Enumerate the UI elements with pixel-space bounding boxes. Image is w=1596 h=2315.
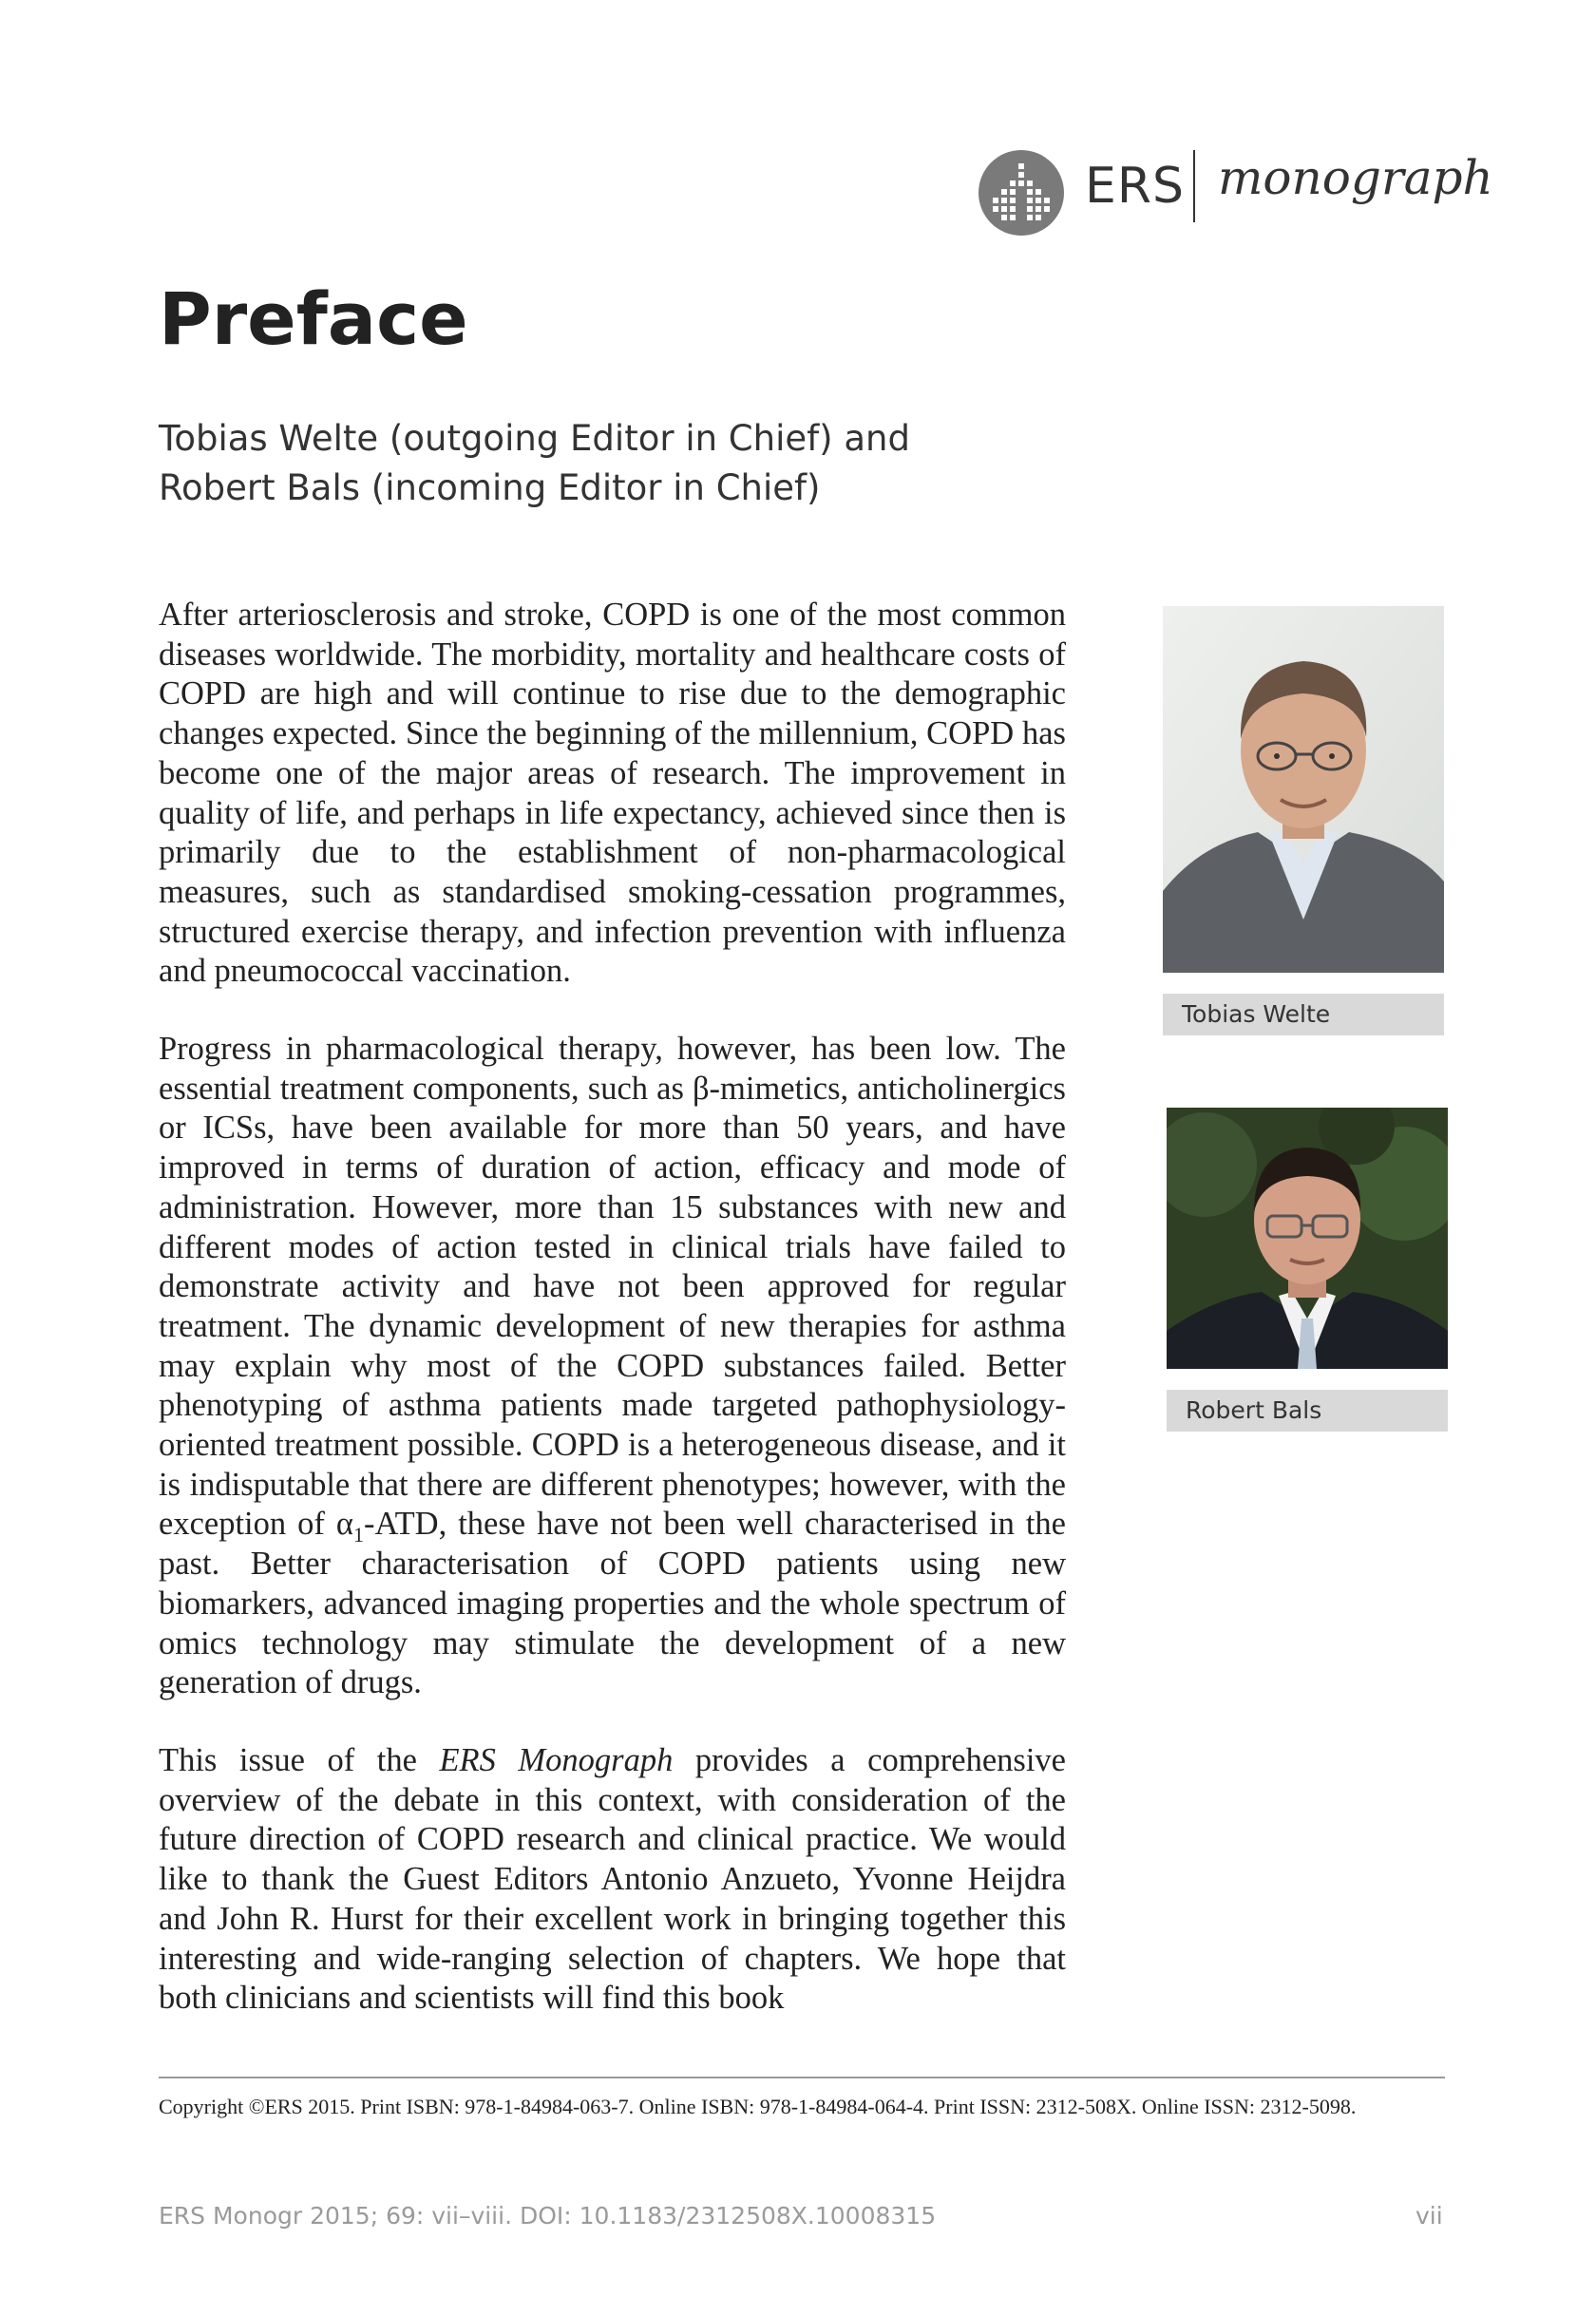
ers-monograph-logo xyxy=(978,150,1493,236)
page-title: Preface xyxy=(159,276,468,361)
caption-tobias-welte: Tobias Welte xyxy=(1163,994,1444,1035)
paragraph-2 xyxy=(159,1030,1066,1703)
publication-name: ERS Monograph xyxy=(439,1741,674,1778)
paragraph-2-part-2: -ATD, these have not been well characterised in the past. Better characterisation of COPD patients using new biomarkers, advanced imaging properties and the whole spectrum of omics technology may stimulate the development of a new generation of drugs. xyxy=(159,1506,1066,1701)
preface-body xyxy=(159,596,1066,2057)
copyright-notice: Copyright ©ERS 2015. Print ISBN: 978-1-84984-063-7. Online ISBN: 978-1-84984-064-4. Print ISSN: 2312-508X. Online ISSN: 2312-5098. xyxy=(159,2095,1357,2118)
alpha-subscript: 1 xyxy=(353,1523,364,1547)
author-line-1: Tobias Welte (outgoing Editor in Chief) and xyxy=(159,418,910,459)
alpha-symbol: α xyxy=(335,1506,353,1543)
logo-brand-text: ERS xyxy=(1085,158,1185,215)
portrait-tobias-welte xyxy=(1163,606,1444,973)
ers-lungs-logo-icon xyxy=(978,150,1064,236)
author-line-2: Robert Bals (incoming Editor in Chief) xyxy=(159,467,821,508)
page-number: vii xyxy=(1416,2202,1443,2230)
portrait-robert-bals xyxy=(1167,1108,1448,1369)
paragraph-3-part-2: provides a comprehensive overview of the debate in this context, with consideration of the future direction of COPD research and clinical practice. We would like to thank the Guest Editors Antonio Anzueto, Yvonne Heijdra and John R. Hurst for their excellent work in bringing together this interesting and wide-ranging selection of chapters. We hope that both clinicians and scientists will find this book xyxy=(159,1741,1066,2017)
footnote-divider xyxy=(159,2077,1445,2078)
author-block xyxy=(159,414,910,513)
logo-divider xyxy=(1193,150,1195,222)
paragraph-3 xyxy=(159,1741,1066,2019)
logo-product-text: monograph xyxy=(1218,150,1493,205)
paragraph-3-part-1: This issue of the xyxy=(159,1741,440,1778)
citation-reference: ERS Monogr 2015; 69: vii–viii. DOI: 10.1183/2312508X.10008315 xyxy=(159,2202,937,2230)
paragraph-1: After arteriosclerosis and stroke, COPD is one of the most common diseases worldwide. The morbidity, mortality and healthcare costs of COPD are high and will continue to rise due to the demographic changes expected. Since the beginning of the millennium, COPD has become one of the major areas of research. The improvement in quality of life, and perhaps in life expectancy, achieved since then is primarily due to the establishment of non-pharmacological measures, such as standardised smoking-cessation programmes, structured exercise therapy, and infection prevention with influenza and pneumococcal vaccination. xyxy=(159,597,1066,990)
caption-robert-bals: Robert Bals xyxy=(1167,1390,1448,1432)
paragraph-2-part-1: Progress in pharmacological therapy, however, has been low. The essential treatment components, such as β-mimetics, anticholinergics or ICSs, have been available for more than 50 years, and have improved in terms of duration of action, efficacy and mode of administration. However, more than 15 substances with new and different modes of action tested in clinical trials have failed to demonstrate activity and have not been approved for regular treatment. The dynamic development of new therapies for asthma may explain why most of the COPD substances failed. Better phenotyping of asthma patients made targeted pathophysiology-oriented treatment possible. COPD is a heterogeneous disease, and it is indisputable that there are different phenotypes; however, with the exception of xyxy=(159,1031,1066,1543)
